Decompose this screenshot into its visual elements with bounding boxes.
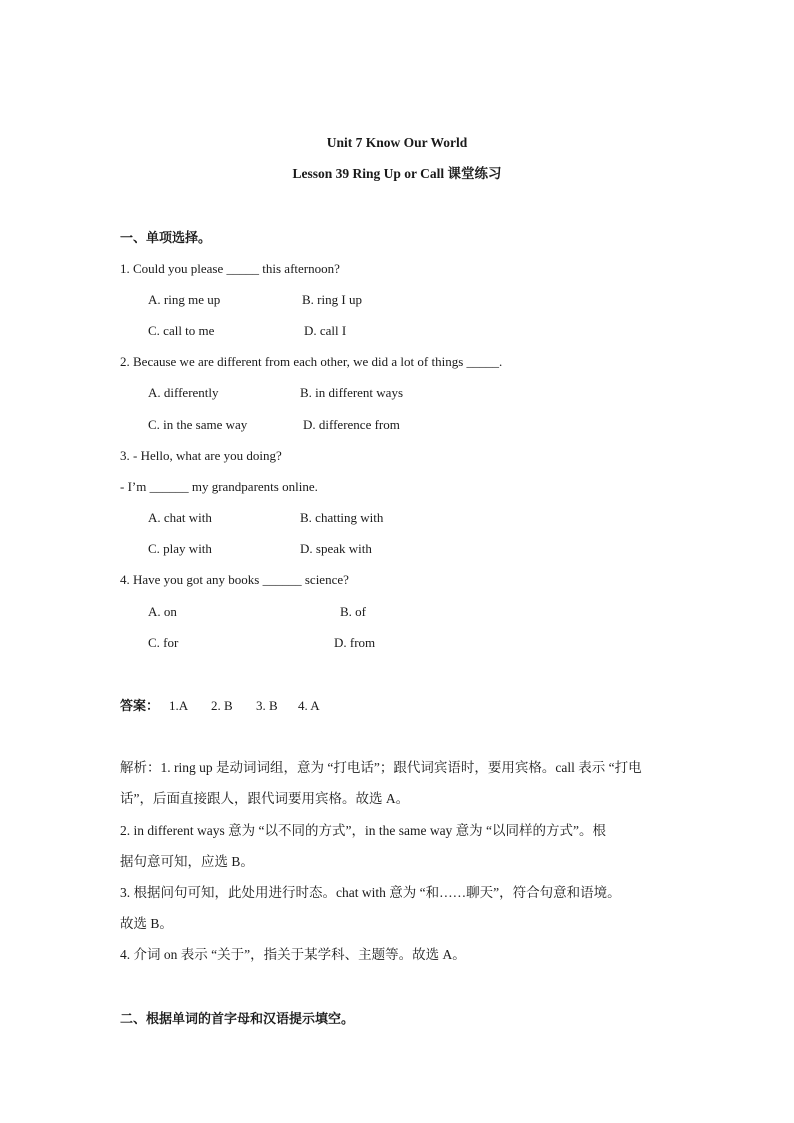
question-4-stem: 4. Have you got any books ______ science? (120, 572, 349, 587)
question-2-option-b: B. in different ways (300, 385, 404, 400)
question-2-stem: 2. Because we are different from each other, we did a lot of things _____. (120, 354, 503, 369)
answer-2: 2. B (211, 698, 233, 713)
question-3-stem: 3. - Hello, what are you doing? (120, 448, 282, 463)
section1-heading: 一、单项选择。 (120, 230, 212, 245)
explanation-line: 据句意可知，应选 B。 (120, 854, 254, 869)
question-3-option-d: D. speak with (300, 541, 372, 556)
question-1-stem: 1. Could you please _____ this afternoon? (120, 261, 340, 276)
explanation-line: 话”，后面直接跟人，跟代词要用宾格。故选 A。 (120, 791, 410, 806)
answer-3: 3. B (256, 698, 278, 713)
question-1-option-a: A. ring me up (148, 292, 221, 307)
question-2-option-a: A. differently (148, 385, 219, 400)
question-4-option-c: C. for (148, 635, 179, 650)
question-3-stem-reply: - I’m ______ my grandparents online. (120, 479, 318, 494)
document-title: Unit 7 Know Our World (326, 135, 468, 150)
explanation-line: 2. in different ways 意为 “以不同的方式”，in the same way 意为 “以同样的方式”。根 (120, 823, 607, 838)
question-1-option-c: C. call to me (148, 323, 215, 338)
question-4-option-d: D. from (334, 635, 376, 650)
question-4-option-b: B. of (340, 604, 366, 619)
question-2-option-c: C. in the same way (148, 417, 248, 432)
answers-label: 答案： (120, 698, 160, 713)
explanation-line: 4. 介词 on 表示 “关于”，指关于某学科、主题等。故选 A。 (120, 947, 466, 962)
question-1-option-b: B. ring I up (302, 292, 362, 307)
section2-heading: 二、根据单词的首字母和汉语提示填空。 (120, 1011, 355, 1026)
document-subtitle: Lesson 39 Ring Up or Call 课堂练习 (292, 166, 502, 181)
answer-4: 4. A (298, 698, 320, 713)
question-4-option-a: A. on (148, 604, 177, 619)
explanation-line: 3. 根据问句可知，此处用进行时态。chat with 意为 “和……聊天”，符合句意和语境。 (120, 885, 621, 900)
question-3-option-c: C. play with (148, 541, 212, 556)
question-1-option-d: D. call I (304, 323, 347, 338)
question-3-option-a: A. chat with (148, 510, 212, 525)
question-3-option-b: B. chatting with (300, 510, 384, 525)
question-2-option-d: D. difference from (303, 417, 400, 432)
answer-1: 1.A (169, 698, 189, 713)
explanation-line: 故选 B。 (120, 916, 173, 931)
explanation-line: 解析：1. ring up 是动词词组，意为 “打电话”；跟代词宾语时，要用宾格。call 表示 “打电 (120, 760, 642, 775)
